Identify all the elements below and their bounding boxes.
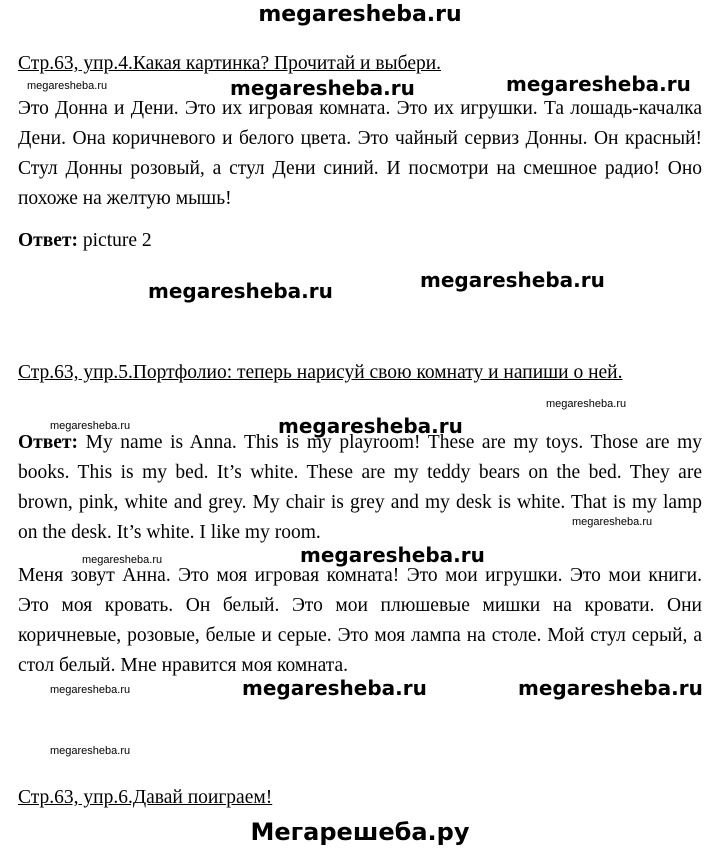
exercise-6-heading: Стр.63, упр.6.Давай поиграем! xyxy=(18,787,273,808)
watermark-big: megaresheba.ru xyxy=(148,279,333,303)
watermark-big: megaresheba.ru xyxy=(230,76,415,100)
exercise-5-heading: Стр.63, упр.5.Портфолио: теперь нарисуй свою комнату и напиши о ней. xyxy=(18,362,623,383)
watermark-small: megaresheba.ru xyxy=(572,516,653,528)
watermark-small: megaresheba.ru xyxy=(546,398,627,410)
footer-brand: Мегарешеба.ру xyxy=(250,818,470,846)
watermark-big: megaresheba.ru xyxy=(242,676,427,700)
exercise-5-answer-en xyxy=(18,428,702,548)
watermark-small: megaresheba.ru xyxy=(50,420,131,432)
watermark-small: megaresheba.ru xyxy=(82,554,163,566)
answer-text: picture 2 xyxy=(82,230,152,251)
watermark-small: megaresheba.ru xyxy=(50,745,131,757)
site-watermark-top: megaresheba.ru xyxy=(258,2,462,27)
watermark-big: megaresheba.ru xyxy=(506,72,691,96)
watermark-big: megaresheba.ru xyxy=(420,268,605,292)
exercise-5-answer-ru: Меня зовут Анна. Это моя игровая комната! Это мои игрушки. Это мои книги. Это моя кровать. Он белый. Это мои плюшевые мишки на кровати. Они коричневые, розовые, белые и серые. Это моя лампа на столе. Мой стул серый, а стол белый. Мне нравится моя комната. xyxy=(18,565,702,676)
exercise-4-answer xyxy=(18,226,702,256)
watermark-small: megaresheba.ru xyxy=(50,684,131,696)
watermark-small: megaresheba.ru xyxy=(27,80,108,92)
answer-text-en: My name is Anna. This is my playroom! These are my toys. Those are my books. This is my bed. It’s white. These are my teddy bears on the bed. They are brown, pink, white and grey. My chair is grey and my desk is white. That is my lamp on the desk. It’s white. I like my room. xyxy=(18,432,702,543)
watermark-big: megaresheba.ru xyxy=(518,676,703,700)
watermark-big: megaresheba.ru xyxy=(278,414,463,438)
exercise-4-heading: Стр.63, упр.4.Какая картинка? Прочитай и выбери. xyxy=(18,53,442,74)
exercise-4-text: Это Донна и Дени. Это их игровая комната. Это их игрушки. Та лошадь-качалка Дени. Она коричневого и белого цвета. Это чайный сервиз Донны. Он красный! Стул Донны розовый, а стул Дени синий. И посмотри на смешное радио! Оно похоже на желтую мышь! xyxy=(18,98,702,209)
answer-label: Ответ: xyxy=(18,432,79,453)
answer-label: Ответ: xyxy=(18,230,79,251)
watermark-big: megaresheba.ru xyxy=(300,543,485,567)
